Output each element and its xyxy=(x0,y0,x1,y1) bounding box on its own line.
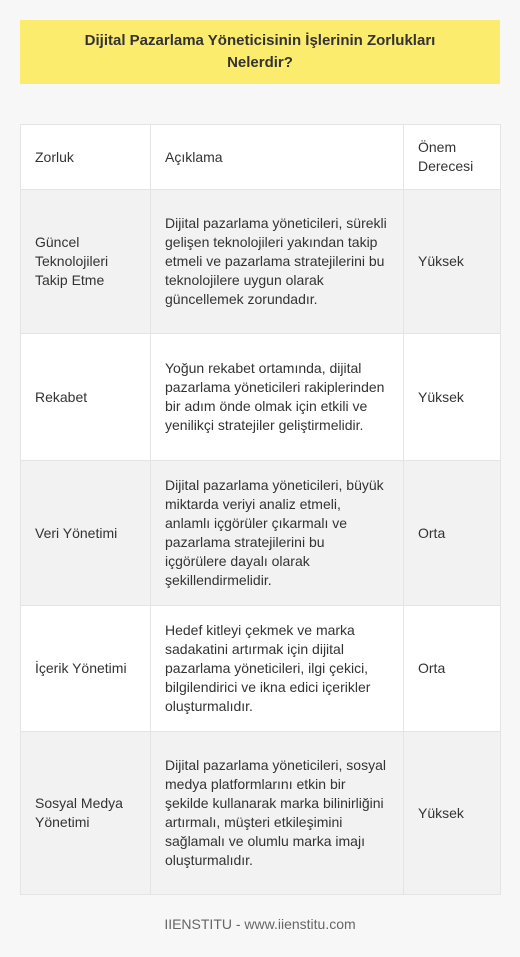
footer-credit: IIENSTITU - www.iienstitu.com xyxy=(164,916,356,932)
page-title-banner xyxy=(20,20,500,84)
cell-zorluk: Veri Yönetimi xyxy=(21,461,151,606)
table-row xyxy=(21,606,501,732)
cell-onem: Yüksek xyxy=(404,190,501,334)
cell-aciklama: Dijital pazarlama yöneticileri, sosyal medya platformlarını etkin bir şekilde kullanarak marka bilinirliğini artırmalı, müşteri etkileşimini sağlamalı ve olumlu marka imajı oluşturmalıdır. xyxy=(151,732,404,895)
cell-aciklama: Dijital pazarlama yöneticileri, büyük miktarda veriyi analiz etmeli, anlamlı içgörüler çıkarmalı ve pazarlama stratejilerini bu içgörülere dayalı olarak şekillendirmelidir. xyxy=(151,461,404,606)
cell-onem: Yüksek xyxy=(404,334,501,461)
header-onem-derecesi: Önem Derecesi xyxy=(404,125,501,190)
cell-aciklama: Dijital pazarlama yöneticileri, sürekli gelişen teknolojileri yakından takip etmeli ve pazarlama stratejilerini bu teknolojilere uygun olarak güncellemek zorundadır. xyxy=(151,190,404,334)
page-title: Dijital Pazarlama Yöneticisinin İşlerinin Zorlukları Nelerdir? xyxy=(84,32,436,71)
challenges-table xyxy=(20,124,501,895)
cell-zorluk: Rekabet xyxy=(21,334,151,461)
cell-zorluk: Güncel Teknolojileri Takip Etme xyxy=(21,190,151,334)
cell-onem: Yüksek xyxy=(404,732,501,895)
cell-aciklama: Hedef kitleyi çekmek ve marka sadakatini artırmak için dijital pazarlama yöneticileri, ilgi çekici, bilgilendirici ve ikna edici içerikler oluşturmalıdır. xyxy=(151,606,404,732)
table-row xyxy=(21,461,501,606)
cell-onem: Orta xyxy=(404,606,501,732)
cell-aciklama: Yoğun rekabet ortamında, dijital pazarlama yöneticileri rakiplerinden bir adım önde olmak için etkili ve yenilikçi stratejiler geliştirmelidir. xyxy=(151,334,404,461)
table-header-row xyxy=(21,125,501,190)
header-aciklama: Açıklama xyxy=(151,125,404,190)
cell-zorluk: Sosyal Medya Yönetimi xyxy=(21,732,151,895)
cell-zorluk: İçerik Yönetimi xyxy=(21,606,151,732)
header-zorluk: Zorluk xyxy=(21,125,151,190)
cell-onem: Orta xyxy=(404,461,501,606)
table-row xyxy=(21,190,501,334)
table-row xyxy=(21,732,501,895)
table-row xyxy=(21,334,501,461)
